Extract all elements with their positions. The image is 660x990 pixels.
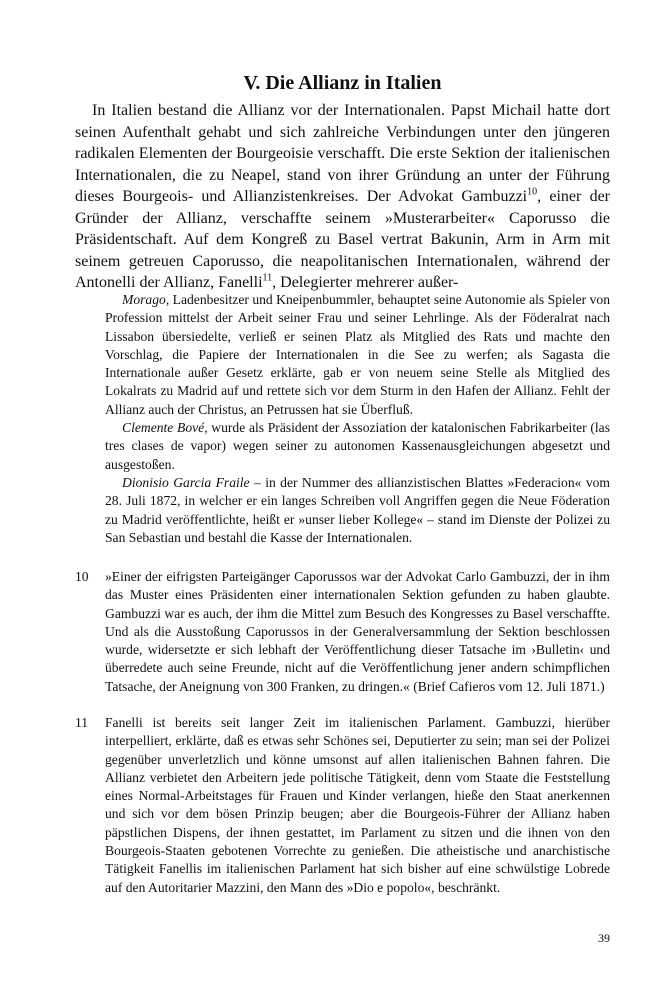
footnote-ref-10[interactable]: 10 xyxy=(527,186,538,198)
footnote-10 xyxy=(75,568,610,696)
footnote-text: »Einer der eifrigsten Parteigänger Caporussos war der Advokat Carlo Gambuzzi, der in ihm das Muster eines Präsidenten einer internationalen Sektion gefunden zu haben glaubte. Gambuzzi war es auch, der ihm die Mittel zum Besuch des Kongresses zu Basel verschaffte. Und als die Ausstoßung Caporussos in der Generalversammlung der Sektion beschlossen wurde, widersetzte er sich lebhaft der Veröffentlichung dieser Tatsache im ›Bulletin‹ und überredete auch seine Freunde, nicht auf die Veröffentlichung jener andern schimpflichen Tatsache, der Aneignung von 300 Franken, zu dringen.« (Brief Cafieros vom 12. Juli 1871.) xyxy=(105,569,610,694)
footnote-continuation xyxy=(75,291,610,547)
section-title: V. Die Allianz in Italien xyxy=(243,72,442,94)
footnote-entry-fraile xyxy=(75,474,610,547)
footnote-entry-text: , Ladenbesitzer und Kneipenbummler, behauptet seine Autonomie als Spieler von Profession mittelst der Arbeit seiner Frau und seiner Lehrlinge. Als der Föderalrat nach Lissabon übersiedelte, verließ er seinen Platz als Mitglied des Rats und machte den Vorschlag, die Papiere der Internationalen in die See zu werfen; als Sagasta die Internationale außer Gesetz erklärte, gab er von neuem seine Stelle als Mitglied des Lokalrats zu Madrid auf und rettete sich vor dem Sturm in den Hafen der Allianz. Fehlt der Allianz auch der Christus, an Petrussen hat sie Überfluß. xyxy=(105,292,610,417)
main-text-part-3: , Delegierter mehrerer außer- xyxy=(272,274,459,291)
footnote-number: 10 xyxy=(75,569,89,584)
main-text-part-1: In Italien bestand die Allianz vor der Internationalen. Papst Michail hatte dort seinen Aufenthalt gehabt und sich zahlreiche Verbindungen unter den jüngeren radikalen Elementen der Bourgeoisie verschafft. Die erste Sektion der italienischen Internationalen, die zu Neapel, stand von ihrer Gründung an unter der Führung dieses Bourgeois- und Allianzistenkreises. Der Advokat Gambuzzi xyxy=(75,102,610,205)
footnote-number: 11 xyxy=(75,715,89,730)
main-text-part-2: , einer der Gründer der Allianz, verschaffte seinem »Musterarbeiter« Caporusso die Präsidentschaft. Auf dem Kongreß zu Basel vertrat Bakunin, Arm in Arm mit seinem getreuen Caporusso, die neapolitanischen Internationalen, während der Antonelli der Allianz, Fanelli xyxy=(75,188,610,291)
footnote-ref-11[interactable]: 11 xyxy=(262,272,273,284)
footnote-entry-text: , wurde als Präsident der Assoziation der katalonischen Fabrikarbeiter (las tres clases de vapor) wegen seiner zu autonomen Kassenausgleichungen abgesetzt und ausgestoßen. xyxy=(105,420,610,472)
footnote-11 xyxy=(75,714,610,897)
page-number: 39 xyxy=(598,931,610,945)
footnote-entry-text: – in der Nummer des allianzistischen Blattes »Federacion« vom 28. Juli 1872, in welcher er ein langes Schreiben voll Angriffen gegen die Neue Föderation zu Madrid veröffentlichte, heißt er »unser lieber Kollege« – stand im Dienste der Polizei zu San Sebastian und bestahl die Kasse der Internationalen. xyxy=(105,474,611,545)
footnote-text: Fanelli ist bereits seit langer Zeit im italienischen Parlament. Gambuzzi, hierüber interpelliert, erklärte, daß es etwas sehr Schönes sei, Deputierter zu sein; man sei der Polizei gegenüber unverletzlich und könne umsonst auf allen italienischen Bahnen fahren. Die Allianz verbietet den Arbeitern jede politische Tätigkeit, denn vom Staate die Feststellung eines Normal-Arbeitstages für Frauen und Kinder verlangen, hieße den Staat anerkennen und sich vor dem bösen Prinzip beugen; aber die Bourgeois-Führer der Allianz haben päpstlichen Dispens, der ihnen gestattet, im Parlament zu sitzen und die ihnen von den Bourgeois-Staaten gebotenen Vorrechte zu genießen. Die atheistische und anarchistische Tätigkeit Fanellis im italienischen Parlament hat sich bisher auf eine schwülstige Lobrede auf den Autoritarier Mazzini, den Mann des »Dio e popolo«, beschränkt. xyxy=(105,715,610,895)
footnote-person-name: Morago xyxy=(122,292,166,307)
footnote-entry-bove xyxy=(75,419,610,474)
footnote-person-name: Clemente Bové xyxy=(122,420,205,436)
footnote-entry-morago xyxy=(75,291,610,419)
footnote-person-name: Dionisio Garcia Fraile xyxy=(122,474,250,490)
main-paragraph xyxy=(75,100,610,294)
